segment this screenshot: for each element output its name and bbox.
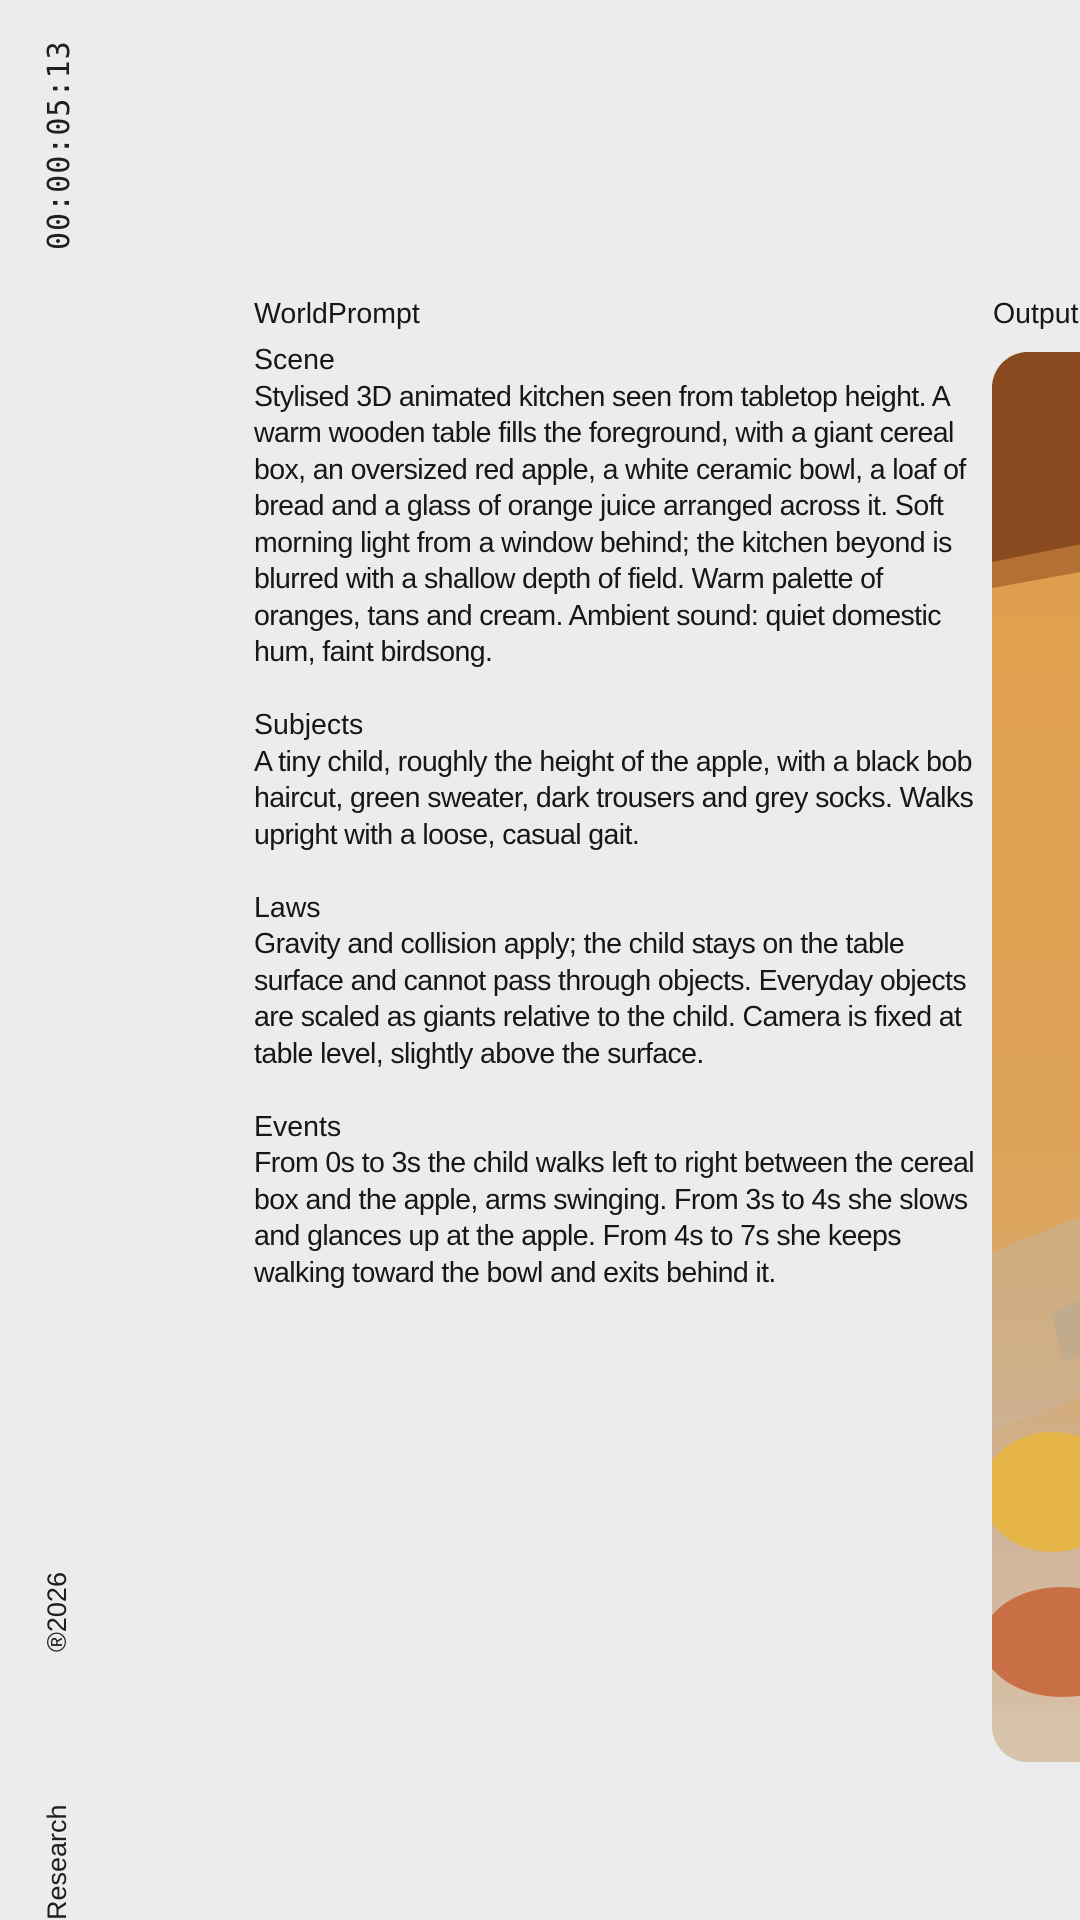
world-prompt-panel [254, 294, 974, 1328]
events-body: From 0s to 3s the child walks left to right between the cereal box and the apple, arms swinging. From 3s to 4s she slows and glances up at the apple. From 4s to 7s she keeps walking toward the bowl and exits behind it. [254, 1147, 974, 1289]
output-video-preview[interactable] [992, 352, 1080, 1762]
laws-section [254, 890, 974, 1073]
subjects-body: A tiny child, roughly the height of the apple, with a black bob haircut, green sweater, dark trousers and grey socks. Walks upright with a loose, casual gait. [254, 745, 974, 851]
scene-heading: Scene [254, 344, 335, 376]
output-title: Output [993, 298, 1079, 330]
events-section [254, 1109, 974, 1292]
research-label: Research [42, 1804, 72, 1920]
world-prompt-title: WorldPrompt [254, 298, 420, 330]
output-scene-graphic [992, 352, 1080, 1762]
scene-section [254, 342, 974, 671]
subjects-heading: Subjects [254, 709, 364, 741]
scene-body: Stylised 3D animated kitchen seen from tabletop height. A warm wooden table fills the foreground, with a giant cereal box, an oversized red apple, a white ceramic bowl, a loaf of bread and a glass of orange juice arranged across it. Soft morning light from a window behind; the kitchen beyond is blurred with a shallow depth of field. Warm palette of oranges, tans and cream. Ambient sound: quiet domestic hum, faint birdsong. [254, 380, 966, 668]
events-heading: Events [254, 1110, 342, 1143]
subjects-section [254, 707, 974, 853]
laws-heading: Laws [254, 891, 321, 924]
laws-body: Gravity and collision apply; the child stays on the table surface and cannot pass through objects. Everyday objects are scaled as giants relative to the child. Camera is fixed at table level, slightly above the surface. [254, 928, 966, 1070]
copyright-label: ®2026 [42, 1572, 72, 1652]
timecode-label: 00:00:05:13 [42, 40, 77, 250]
